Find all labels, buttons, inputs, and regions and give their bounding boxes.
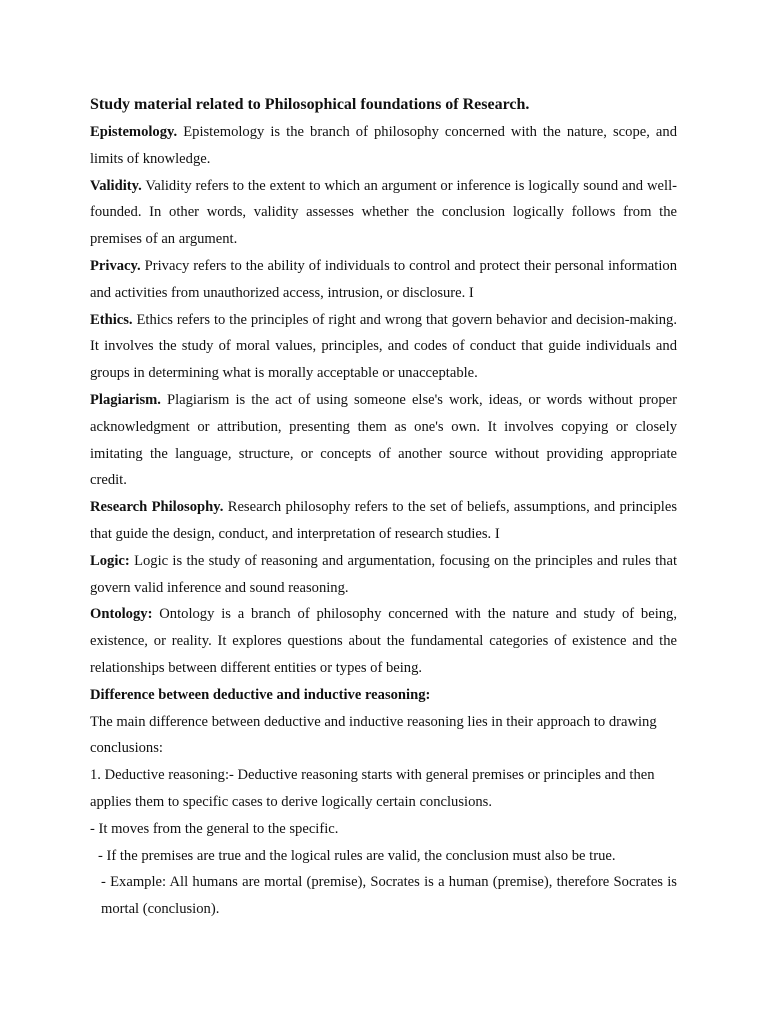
definition-term: Plagiarism.	[90, 391, 161, 408]
definition-text: Validity refers to the extent to which an argument or inference is logically sound and well-founded. In other words, validity assesses whether the conclusion logically follows from the premises of an argument.	[90, 177, 677, 248]
definition-text: Ontology is a branch of philosophy concerned with the nature and study of being, existence, or reality. It explores questions about the fundamental categories of existence and the relationships between different entities or types of being.	[90, 606, 677, 676]
definition-text: Ethics refers to the principles of right and wrong that govern behavior and decision-making. It involves the study of moral values, principles, and codes of conduct that guide individuals and groups in determining what is morally acceptable or unacceptable.	[90, 311, 677, 382]
bullet-general-to-specific: - It moves from the general to the specific.	[90, 820, 339, 837]
definition-text: Plagiarism is the act of using someone else's work, ideas, or words without proper acknowledgment or attribution, presenting them as one's own. It involves copying or closely imitating the language, structure, or concepts of another source without providing appropriate credit.	[90, 391, 677, 489]
definition-term: Epistemology.	[90, 124, 178, 140]
definition-validity	[90, 173, 677, 253]
definition-term: Research Philosophy.	[90, 499, 224, 516]
document-page	[90, 92, 677, 923]
bullet-example: - Example: All humans are mortal (premise), Socrates is a human (premise), therefore Socrates is mortal (conclusion).	[101, 874, 677, 918]
point-deductive: 1. Deductive reasoning:- Deductive reasoning starts with general premises or principles and then applies them to specific cases to derive logically certain conclusions.	[90, 767, 655, 810]
definition-ontology	[90, 601, 677, 681]
definition-ethics	[90, 307, 677, 387]
definition-privacy	[90, 253, 677, 307]
definition-logic	[90, 548, 677, 602]
section-heading: Difference between deductive and inductive reasoning:	[90, 686, 431, 703]
definition-term: Privacy.	[90, 257, 141, 274]
definition-term: Ethics.	[90, 311, 133, 328]
document-title: Study material related to Philosophical foundations of Research.	[90, 96, 530, 113]
definition-epistemology	[90, 119, 677, 173]
section-intro: The main difference between deductive and inductive reasoning lies in their approach to drawing conclusions:	[90, 713, 657, 757]
definition-text: Epistemology is the branch of philosophy concerned with the nature, scope, and limits of knowledge.	[90, 124, 677, 167]
definition-term: Validity.	[90, 177, 142, 194]
definition-term: Logic:	[90, 552, 130, 569]
bullet-premises-true: - If the premises are true and the logical rules are valid, the conclusion must also be true.	[98, 847, 616, 864]
definition-text: Logic is the study of reasoning and argumentation, focusing on the principles and rules that govern valid inference and sound reasoning.	[90, 552, 677, 596]
definition-text: Research philosophy refers to the set of beliefs, assumptions, and principles that guide the design, conduct, and interpretation of research studies. I	[90, 499, 677, 542]
definition-research-philosophy	[90, 494, 677, 548]
definition-term: Ontology:	[90, 606, 153, 623]
definition-plagiarism	[90, 387, 677, 494]
definition-text: Privacy refers to the ability of individuals to control and protect their personal information and activities from unauthorized access, intrusion, or disclosure. I	[90, 257, 677, 301]
